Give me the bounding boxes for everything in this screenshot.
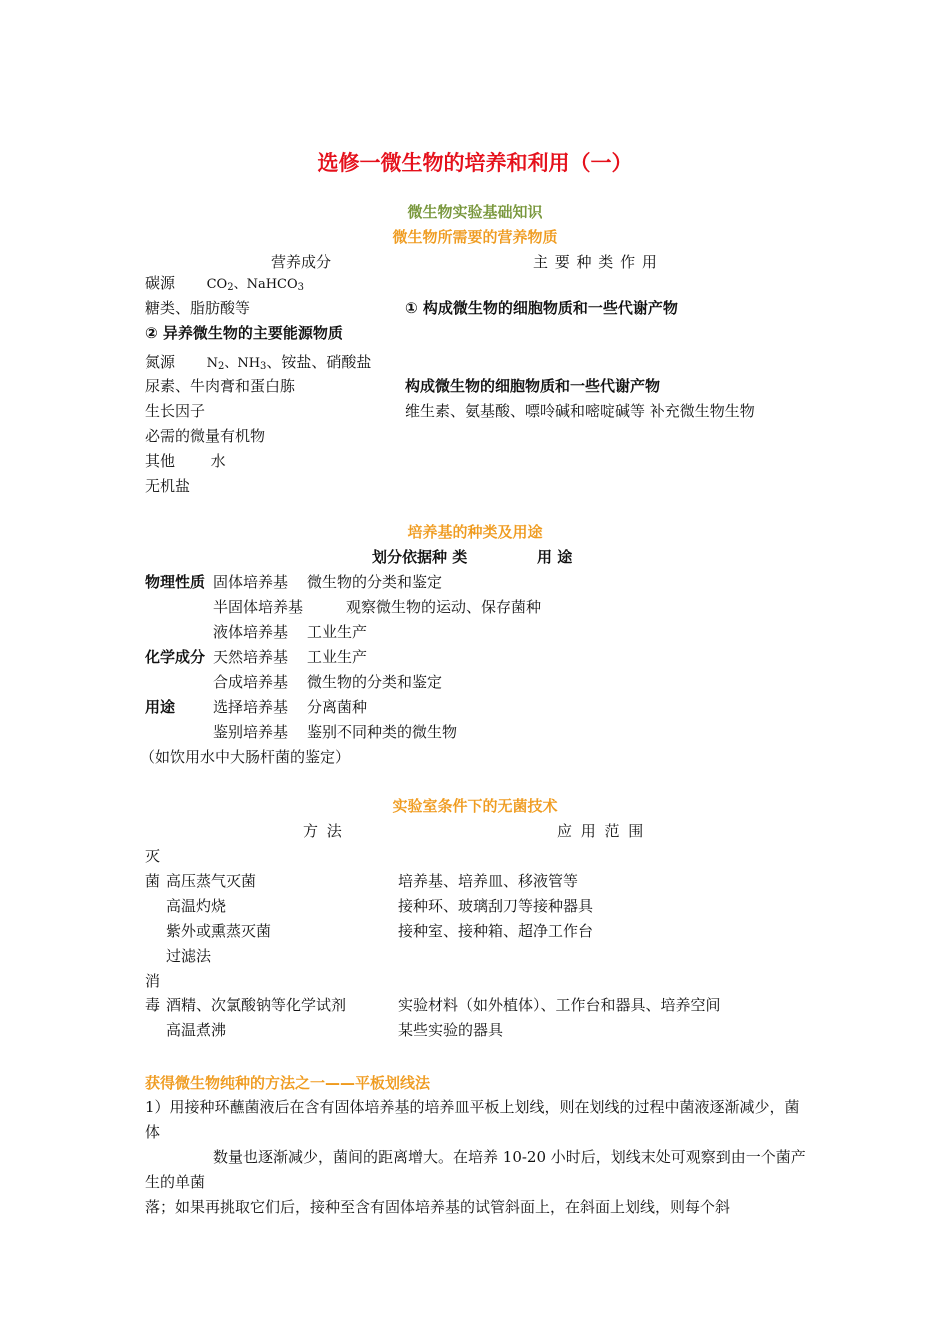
col-header-nutrient: 营养成分	[271, 253, 332, 271]
section-heading-basics: 微生物实验基础知识	[407, 203, 543, 221]
semisolid-medium-use: 观察微生物的运动、保存菌种	[346, 598, 542, 616]
natural-medium: 天然培养基	[213, 648, 289, 666]
flame-method: 高温灼烧	[166, 897, 227, 915]
section-heading-streak: 获得微生物纯种的方法之一——平板划线法	[145, 1074, 431, 1092]
selective-medium: 选择培养基	[213, 698, 289, 716]
carbon-function-2: ② 异养微生物的主要能源物质	[145, 324, 343, 342]
water-label: 水	[210, 452, 226, 470]
chemical-composition-label: 化学成分	[145, 648, 206, 666]
section-heading-aseptic: 实验室条件下的无菌技术	[392, 797, 558, 815]
autoclave-method: 高压蒸气灭菌	[166, 872, 257, 890]
nitrogen-inorganic: $N_2$、$NH_3$、铵盐、硝酸盐	[206, 353, 372, 372]
streak-paragraph-2: 数量也逐渐减少，菌间的距离增大。在培养 10-20 小时后，划线末处可观察到由一个菌产生的单菌	[145, 1148, 806, 1191]
streak-paragraph-3: 落；如果再挑取它们后，接种至含有固体培养基的试管斜面上，在斜面上划线，则每个斜	[145, 1198, 731, 1216]
uv-method: 紫外或熏蒸灭菌	[166, 922, 272, 940]
other-row	[145, 452, 226, 470]
physical-property-label: 物理性质	[145, 573, 206, 591]
solid-medium-use: 微生物的分类和鉴定	[307, 573, 443, 591]
streak-paragraph-1: 1）用接种环蘸菌液后在含有固体培养基的培养皿平板上划线，则在划线的过程中菌液逐渐减少，菌体	[145, 1098, 800, 1141]
disinfection-label-top: 消	[145, 972, 161, 990]
other-label: 其他	[145, 452, 176, 470]
carbon-source-label: 碳源	[145, 274, 176, 292]
liquid-medium-use: 工业生产	[307, 623, 368, 641]
liquid-medium: 液体培养基	[213, 623, 289, 641]
carbon-source-row	[145, 274, 304, 294]
nitrogen-source-row	[145, 353, 371, 373]
synthetic-medium: 合成培养基	[213, 673, 289, 691]
natural-medium-use: 工业生产	[307, 648, 368, 666]
disinfection-label-bottom: 毒	[145, 996, 161, 1014]
page-title: 选修一微生物的培养和利用（一）	[317, 151, 633, 175]
sterilization-label-top: 灭	[145, 847, 161, 865]
subheading-nutrients: 微生物所需要的营养物质	[392, 228, 558, 246]
carbon-organic: 糖类、脂肪酸等	[145, 299, 251, 317]
nitrogen-source-label: 氮源	[145, 353, 176, 371]
col-header-type-function: 主 要 种 类 作 用	[533, 253, 657, 271]
sterilization-label-bottom: 菌	[145, 872, 161, 890]
nitrogen-function: 构成微生物的细胞物质和一些代谢产物	[405, 377, 661, 395]
carbon-inorganic: $CO_2$、NaHCO$_3$	[206, 277, 305, 293]
flame-scope: 接种环、玻璃刮刀等接种器具	[398, 897, 594, 915]
chemical-scope: 实验材料（如外植体）、工作台和器具、培养空间	[398, 996, 721, 1014]
uv-scope: 接种室、接种箱、超净工作台	[398, 922, 594, 940]
synthetic-medium-use: 微生物的分类和鉴定	[307, 673, 443, 691]
growth-factor-label: 生长因子	[145, 402, 206, 420]
media-col-header: 划分依据种 类	[372, 548, 468, 566]
carbon-function-1: ① 构成微生物的细胞物质和一些代谢产物	[405, 299, 678, 317]
boil-scope: 某些实验的器具	[398, 1021, 504, 1039]
nitrogen-organic: 尿素、牛肉膏和蛋白胨	[145, 377, 296, 395]
aseptic-col-method: 方 法	[303, 822, 342, 840]
growth-factor-types: 维生素、氨基酸、嘌呤碱和嘧啶碱等 补充微生物生物	[405, 402, 755, 420]
media-col-use: 用 途	[537, 548, 573, 566]
chemical-method: 酒精、次氯酸钠等化学试剂	[166, 996, 347, 1014]
filter-method: 过滤法	[166, 947, 212, 965]
semisolid-medium: 半固体培养基	[213, 598, 304, 616]
differential-medium: 鉴别培养基	[213, 723, 289, 741]
solid-medium: 固体培养基	[213, 573, 289, 591]
growth-factor-continued: 必需的微量有机物	[145, 427, 266, 445]
aseptic-col-scope: 应 用 范 围	[557, 822, 644, 840]
inorganic-salt-label: 无机盐	[145, 477, 191, 495]
section-heading-media: 培养基的种类及用途	[407, 523, 543, 541]
differential-medium-use: 鉴别不同种类的微生物	[307, 723, 458, 741]
selective-medium-use: 分离菌种	[307, 698, 368, 716]
purpose-label: 用途	[145, 698, 176, 716]
autoclave-scope: 培养基、培养皿、移液管等	[398, 872, 579, 890]
differential-medium-note: （如饮用水中大肠杆菌的鉴定）	[140, 748, 351, 766]
boil-method: 高温煮沸	[166, 1021, 227, 1039]
